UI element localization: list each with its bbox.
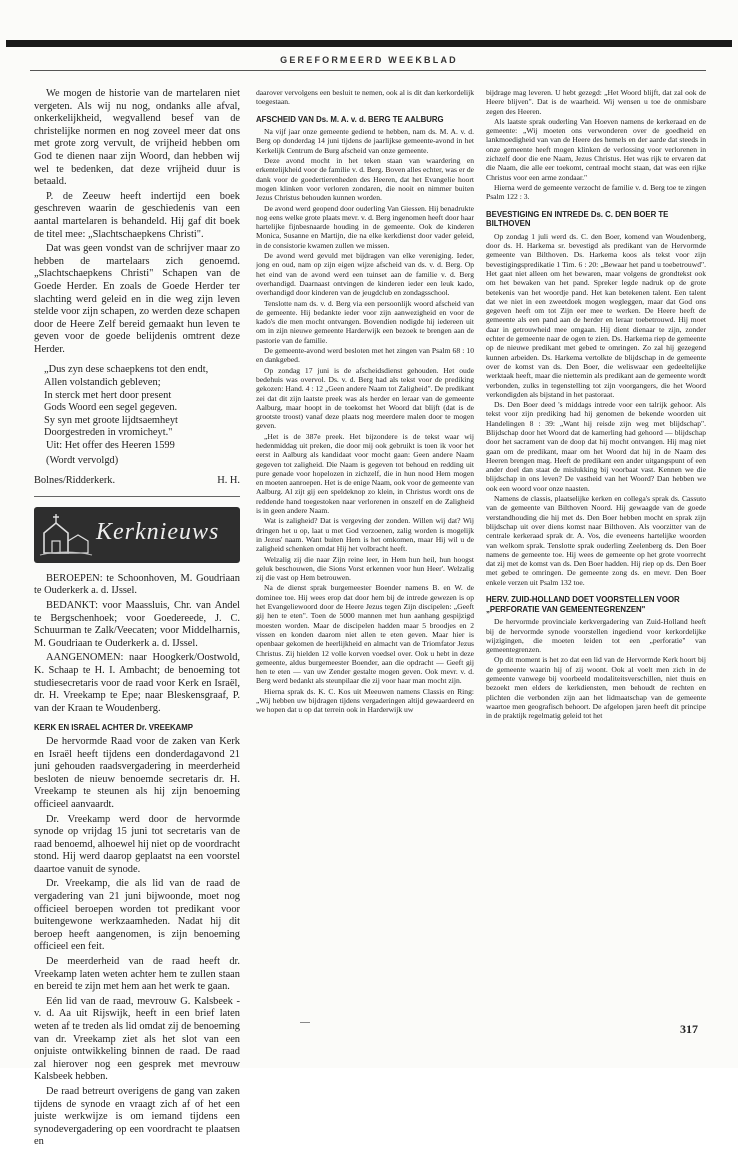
signature-place: Bolnes/Ridderkerk. (34, 475, 116, 487)
article-paragraph: Na vijf jaar onze gemeente gediend te hebben, nam ds. M. A. v. d. Berg op donderdag 14 juni tijdens de jaarlijkse gemeente-avond in het Kerkelijk Centrum de Burg afscheid van onze gemeente. (256, 127, 474, 155)
poem (44, 364, 240, 440)
article-paragraph: We mogen de historie van de martelaren niet vergeten. Als wij nu nog, ondanks alle afval, onkerkelijkheid, wegvallend besef van de christelijke normen en nog zoveel meer dat ons met grote zorg vervult, de vrijheid hebben om God te dienen naar zijn Woord, dan hebben wij wel te bedenken, dat deze vrijheid duur is betaald. (34, 88, 240, 188)
article-paragraph: Eén lid van de raad, mevrouw G. Kalsbeek - v. d. Aa uit Rijswijk, heeft in een brief laten weten af te treden als lid omdat zij de benoeming van dr. Vreekamp ziet als het slot van een onjuiste ontwikkeling binnen de raad. De raad zal hierover nog een gesprek met mevrouw Kalsbeek hebben. (34, 995, 240, 1083)
article-paragraph: Als laatste sprak ouderling Van Hoeven namens de kerkeraad en de gemeente: „Wij moeten ons verwonderen over de goedheid en lankmoedigheid van van de Heere des hemels en der aarde dat steeds in onze gemeente heeft mogen klinken de verlossing voor verlorenen in zichzelf door die ene Naam, Jezus Christus. Het was rijk te ervaren dat die Naam, die alle eer toekomt, centraal mocht staan, dat was een rijke Christus voor een arme zondaar." (486, 116, 706, 182)
news-item: AANGENOMEN: naar Hoogkerk/Oostwold, K. Schaap te H. I. Ambacht; de benoeming tot studiesecretaris voor de raad voor Kerk en Israël, dr. H. Vreekamp te Epe; naar Bleskensgraaf, P. van der Kraan te Woudenberg. (34, 652, 240, 714)
news-item: BEDANKT: voor Maassluis, Chr. van Andel te Bergschenhoek; voor Goedereede, J. C. Schuurman te Zalk/Veecaten; voor Middelharnis, M. Goudriaan te Ouderkerk a. d. IJssel. (34, 600, 240, 649)
article-paragraph: daarover vervolgens een besluit te nemen, ook al is dit dan kerkordelijk toegestaan. (256, 88, 474, 107)
poem-line: Gods Woord een segel gegeven. (44, 402, 178, 414)
poem-source: Uit: Het offer des Heeren 1599 (46, 440, 175, 452)
article-paragraph: Hierna sprak ds. K. C. Kos uit Meeuwen namens Classis en Ring: „Wij hebben uw bijdragen tijdens vergaderingen altijd gewaardeerd en we hopen dat u op dat terrein ook in Harderwijk uw (256, 686, 474, 715)
article-paragraph: De gemeente-avond werd besloten met het zingen van Psalm 68 : 10 en dankgebed. (256, 346, 474, 365)
article-paragraph: De avond werd geopend door ouderling Van Giessen. Hij benadrukte nog eens welke grote plaats mevr. v. d. Berg ingenomen heeft door haar hartelijke fijnbesnaarde houding in de gemeente. Ook de kinderen Monica, Susanne en Martijn, die na elke kerkdienst door vader geleid, in de consistorie kwamen zullen we missen. (256, 203, 474, 250)
page-header: GEREFORMEERD WEEKBLAD (280, 55, 458, 65)
column-middle (256, 88, 474, 716)
article-paragraph: bijdrage mag leveren. U hebt gezegd: „Het Woord blijft, dat zal ook de Heere blijven". Dat is de waarheid. Wij wensen u toe de onmisbare zegen des Heeren. (486, 88, 706, 116)
section-heading: BEVESTIGING EN INTREDE Ds. C. DEN BOER TE BILTHOVEN (486, 209, 669, 229)
article-paragraph: P. de Zeeuw heeft indertijd een boek geschreven waarin de geschiedenis van een aantal martelaren is behandeld. Hij gaf dit boek de titel mee: „Slachtschaepkens Christi". (34, 190, 240, 240)
article-paragraph: Tenslotte nam ds. v. d. Berg via een persoonlijk woord afscheid van de gemeente. Hij bedankte ieder voor zijn aanwezigheid en voor de kado's die men mocht ontvangen. Bovendien nodigde hij iedereen uit om in zijn nieuwe gemeente Harderwijk een bezoek te brengen aan de pastorie van de familie. (256, 298, 474, 345)
article-paragraph: De hervormde provinciale kerkvergadering van Zuid-Holland heeft bij de hervormde synode voorstellen ingediend voor kerkordelijke wijzigingen, die moeten leiden tot een „perforatie" van gemeentegrenzen. (486, 617, 706, 655)
poem-line: Doorgestreden in vromicheyt." (44, 427, 173, 439)
article-paragraph: Na de dienst sprak burgemeester Boender namens B. en W. de dominee toe. Hij wees erop dat door hem bij de intrede gewezen is op het Evangeliewoord door de Heere Jezus tegen Zijn discipelen: „Geeft gij hen te eten". Toen de 5000 mannen met hun aanhang gespijzigd moesten worden. Maar de discipelen hadden maar 5 broodjes en 2 vissen en konden daarom niet allen te eten geven. Maar hier is openbaar gekomen de heerlijkheid en almacht van de Triomfator Jezus Christus. Zij hielden 12 volle korven voedsel over. Ook u hebt in deze gemeente, aldus burgemeester Boender, aan die opdracht — Geeft gij hen te eten — van uw Zender gestalte mogen geven. Ook mevr. v. d. Berg werd bedankt als steunpilaar die zij voor haar man mocht zijn. (256, 583, 474, 686)
top-border (6, 40, 732, 47)
header-rule (30, 70, 706, 71)
article-paragraph: Op zondag 17 juni is de afscheidsdienst gehouden. Het oude bedehuis was overvol. Ds. v. d. Berg had als tekst voor de prediking gekozen: Hand. 4 : 12 „Geen andere Naam tot Zaligheid". De predikant zei dat dit zijn laatste preek was als herder en leraar van de gemeente Aalburg, maar hoopt in de toekomst het Woord dat blijft (dat is de grootste troost) vanaf deze plaats nog meerdere malen door te mogen geven. (256, 365, 474, 431)
article-paragraph: De hervormde Raad voor de zaken van Kerk en Israël heeft tijdens een donderdagavond 21 juni gehouden raadsvergadering in meerderheid besloten de nieuw benoemde secretaris dr. H. Vreekamp te steunen als hij zijn benoeming officieel aanvaardt. (34, 735, 240, 810)
news-item: BEROEPEN: te Schoonhoven, M. Goudriaan te Ouderkerk a. d. IJssel. (34, 572, 240, 597)
column-left (34, 88, 240, 1151)
church-illustration-icon (38, 511, 94, 559)
kerknieuws-banner (34, 507, 240, 563)
article-paragraph: Ds. Den Boer deed 's middags intrede voor een talrijk gehoor. Als tekst voor zijn prediking had hij genomen de bekende woorden uit Handelingen 8 : 39: „Want hij reisde zijn weg met blijdschap". Blijdschap door het Woord dat de kamerling had gehoord — blijdschap door het sacrament van de doop dat hij mocht ontvangen. Hij mag niet gaan om de predikant, maar om het Woord dat hij in de Naam des Heeren brengen mag. Heeft de predikant een ander uitgangspunt of een ander doel dan staat de mislukking bij voorbaat vast. Kennen we die blijdschap in ons leven? De vastheid van het Woord? Dan hebben we ook een woord voor onze naasten. (486, 400, 706, 493)
article-paragraph: Dr. Vreekamp werd door de hervormde synode op vrijdag 15 juni tot secretaris van de raad benoemd, alhoewel hij niet op de voordracht stond. Hij werd daarop geplaatst na een voorstel daartoe vanuit de synode. (34, 813, 240, 875)
to-be-continued: (Wordt vervolgd) (46, 454, 119, 466)
print-mark (300, 1022, 310, 1023)
signature-initials: H. H. (217, 475, 240, 487)
article-paragraph: Op dit moment is het zo dat een lid van de Hervormde Kerk hoort bij de gemeente waarin hij of zij woont. Ook al voelt men zich in de gemeente vanwege bij voorbeeld modaliteitsverschillen, niet thuis en bezoekt men elders de kerkdiensten, men behoudt de rechten en plichten die verbonden zijn aan het lidmaatschap van de gemeente waartoe men geografisch behoort. De afgelopen jaren heeft dit principe in de praktijk regelmatig geleid tot het (486, 655, 706, 721)
signature (34, 475, 240, 488)
article-paragraph: De raad betreurt overigens de gang van zaken tijdens de synode en vraagt zich af of het een juiste werkwijze is om iemand tijdens een synodevergadering op een voordracht te plaatsen en (34, 1085, 240, 1148)
divider (34, 496, 240, 497)
article-paragraph: Hierna werd de gemeente verzocht de familie v. d. Berg toe te zingen Psalm 122 : 3. (486, 182, 706, 202)
article-paragraph: Namens de classis, plaatselijke kerken en collega's sprak ds. Cassuto van de gemeente van Bilthoven Noord. Hij gewaagde van de goede verstandhouding die hij met ds. Den Boer hebben mocht en sprak zijn blijdschap uit over diens komst naar Bilthoven. Als voorzitter van de centrale kerkeraad sprak dr. A. Vos, die eveneens hartelijke woorden van welkom sprak. Tenslotte sprak ouderling Zeelenberg ds. Den Boer namens de gemeente toe. Hij wees de gemeente op het grote voorrecht dat zij met de komst van ds. Den Boer hadden. Hij riep op ds. Den Boer met gebed te omringen. De gemeente zong ds. en mevr. Den Boer enkele verzen uit Psalm 132 toe. (486, 494, 706, 587)
article-paragraph: De meerderheid van de raad heeft dr. Vreekamp laten weten achter hem te zullen staan en bereid te zijn met hem aan het werk te gaan. (34, 956, 240, 993)
poem-line: „Dus zyn dese schaepkens tot den endt, (44, 364, 209, 376)
article-paragraph: Dr. Vreekamp, die als lid van de raad de vergadering van 21 juni bijwoonde, moet nog officieel beroepen worden tot predikant voor buitengewone werkzaamheden. Nadat hij dit beroep heeft aangenomen, is zijn benoeming officieel een feit. (34, 878, 240, 953)
article-paragraph: Op zondag 1 juli werd ds. C. den Boer, komend van Woudenberg, door ds. H. Harkema sr. bevestigd als predikant van de Hervormde gemeente van Bilthoven. Ds. Harkema koos als tekst voor zijn bevestigingspredikatie 1 Tim. 6 : 20: „Bewaar het pand u toebetrouwd". Het gaat niet alleen om het bewaren, maar volgens de grondtekst ook om het bewaken van het pand. Spreker legde nadruk op de grote betekenis van het woordje pand. Het kan betekenen talent. Een talent dat we niet in een zweetdoek mogen wegleggen, maar dat God ons gegeven heeft om tot Zijn eer mee te werken. De Heere heeft de gemeente als een pand aan de herder en leraar toebetrouwd. Hij moet daar in getrouwheid mee omgaan. Hij dient dienaar te zijn, zonder echter de gemeente naar de ogen te zien. Ds. Harkema riep de gemeente op de nieuwe predikant met gebed te omringen. Zo zal hij gezegend kunnen arbeiden. Ds. Harkema vertolkte de blijdschap in de gemeente over de komst van ds. Den Boer, die weliswaar een gedeeltelijke werktaak heeft, maar die niettemin als predikant aan de gemeente wordt verbonden, zulks in tegenstelling tot zijn voorgangers, die het Woord verkondigden als bijstand in het pastoraat. (486, 231, 706, 399)
article-paragraph: Wat is zaligheid? Dat is vergeving der zonden. Willen wij dat? Wij dringen het u op, laat u met God verzoenen, zalig worden is mogelijk in Jezus' naam. Want buiten Hem is het omkomen, maar Hij wil u de zaligheid schenken omdat Hij het volbracht heeft. (256, 516, 474, 554)
article-paragraph: Dat was geen vondst van de schrijver maar zo hebben de martelaars zich genoemd. „Slachtschaepkens Christi" Schapen van de Goede Herder. En zoals de Goede Herder ter slachting werd geleid en in die weg zijn leven stelde voor zijn schapen, zo werden deze schapen door de Heere Zelf bereid gemaakt hun leven te geven voor de goede belijdenis omtrent deze Herder. (34, 243, 240, 355)
article-paragraph: Deze avond mocht in het teken staan van waardering en erkentelijkheid voor de familie v. d. Berg. Boven alles echter, was er de dank voor de goedertierenheden des Heeren, dat het Evangelie hoort mogen klinken voor verloren zondaren, die nooit en nimmer buiten Jezus Christus behouden kunnen worden. (256, 156, 474, 203)
article-paragraph: „Het is de 387e preek. Het bijzondere is de tekst waar wij hedenmiddag uit preken, die door mij ook gebruikt is toen ik voor het eerst in Aalburg als kandidaat voor mocht gaan: Geen andere Naam gegeven tot zaligheid. Die Naam is gegeven tot behoud en redding uit pure genade voor hopelozen in zichzelf, die in hun nood Hem mogen en moeten aanroepen. Het is de enige Naam, ook voor de gemeente van Aalburg. Al zijt gij een speldeknop zo klein, in Christus wordt ons de reddende hand toegestoken naar verlorenen in onszelf en de Zaligheid is in geen andere Naam. (256, 431, 474, 516)
poem-line: Allen volstandich gebleven; (44, 377, 161, 389)
section-heading: HERV. ZUID-HOLLAND DOET VOORSTELLEN VOOR „PERFORATIE VAN GEMEENTEGRENZEN" (486, 595, 680, 614)
article-paragraph: Welzalig zij die naar Zijn reine leer, in Hem hun heil, hun hoogst geluk beschouwen, die Sions Vorst erkennen voor hun Heer'. Welzalig zij die vast op Hem betrouwen. (256, 554, 474, 583)
column-right (486, 88, 706, 721)
page-number: 317 (680, 1022, 698, 1036)
section-heading: AFSCHEID VAN Ds. M. A. v. d. BERG TE AALBURG (256, 114, 444, 124)
article-paragraph: De avond werd gevuld met bijdragen van elke vereniging. Ieder, jong en oud, nam op zijn eigen wijze afscheid van ds. v. d. Berg. Op het eind van de avond werd een tuinset aan de familie v. d. Berg overhandigd. Daarnaast ontvingen de kinderen ieder een leuk kado, overhandigd door kinderen van de jeugdclub en zondagsschool. (256, 251, 474, 298)
section-heading: KERK EN ISRAEL ACHTER Dr. VREEKAMP (34, 723, 193, 733)
poem-line: Sy syn met groote lijdtsaemheyt (44, 414, 178, 426)
banner-title: Kerknieuws (96, 518, 220, 545)
poem-line: In sterck met hert door present (44, 389, 172, 401)
